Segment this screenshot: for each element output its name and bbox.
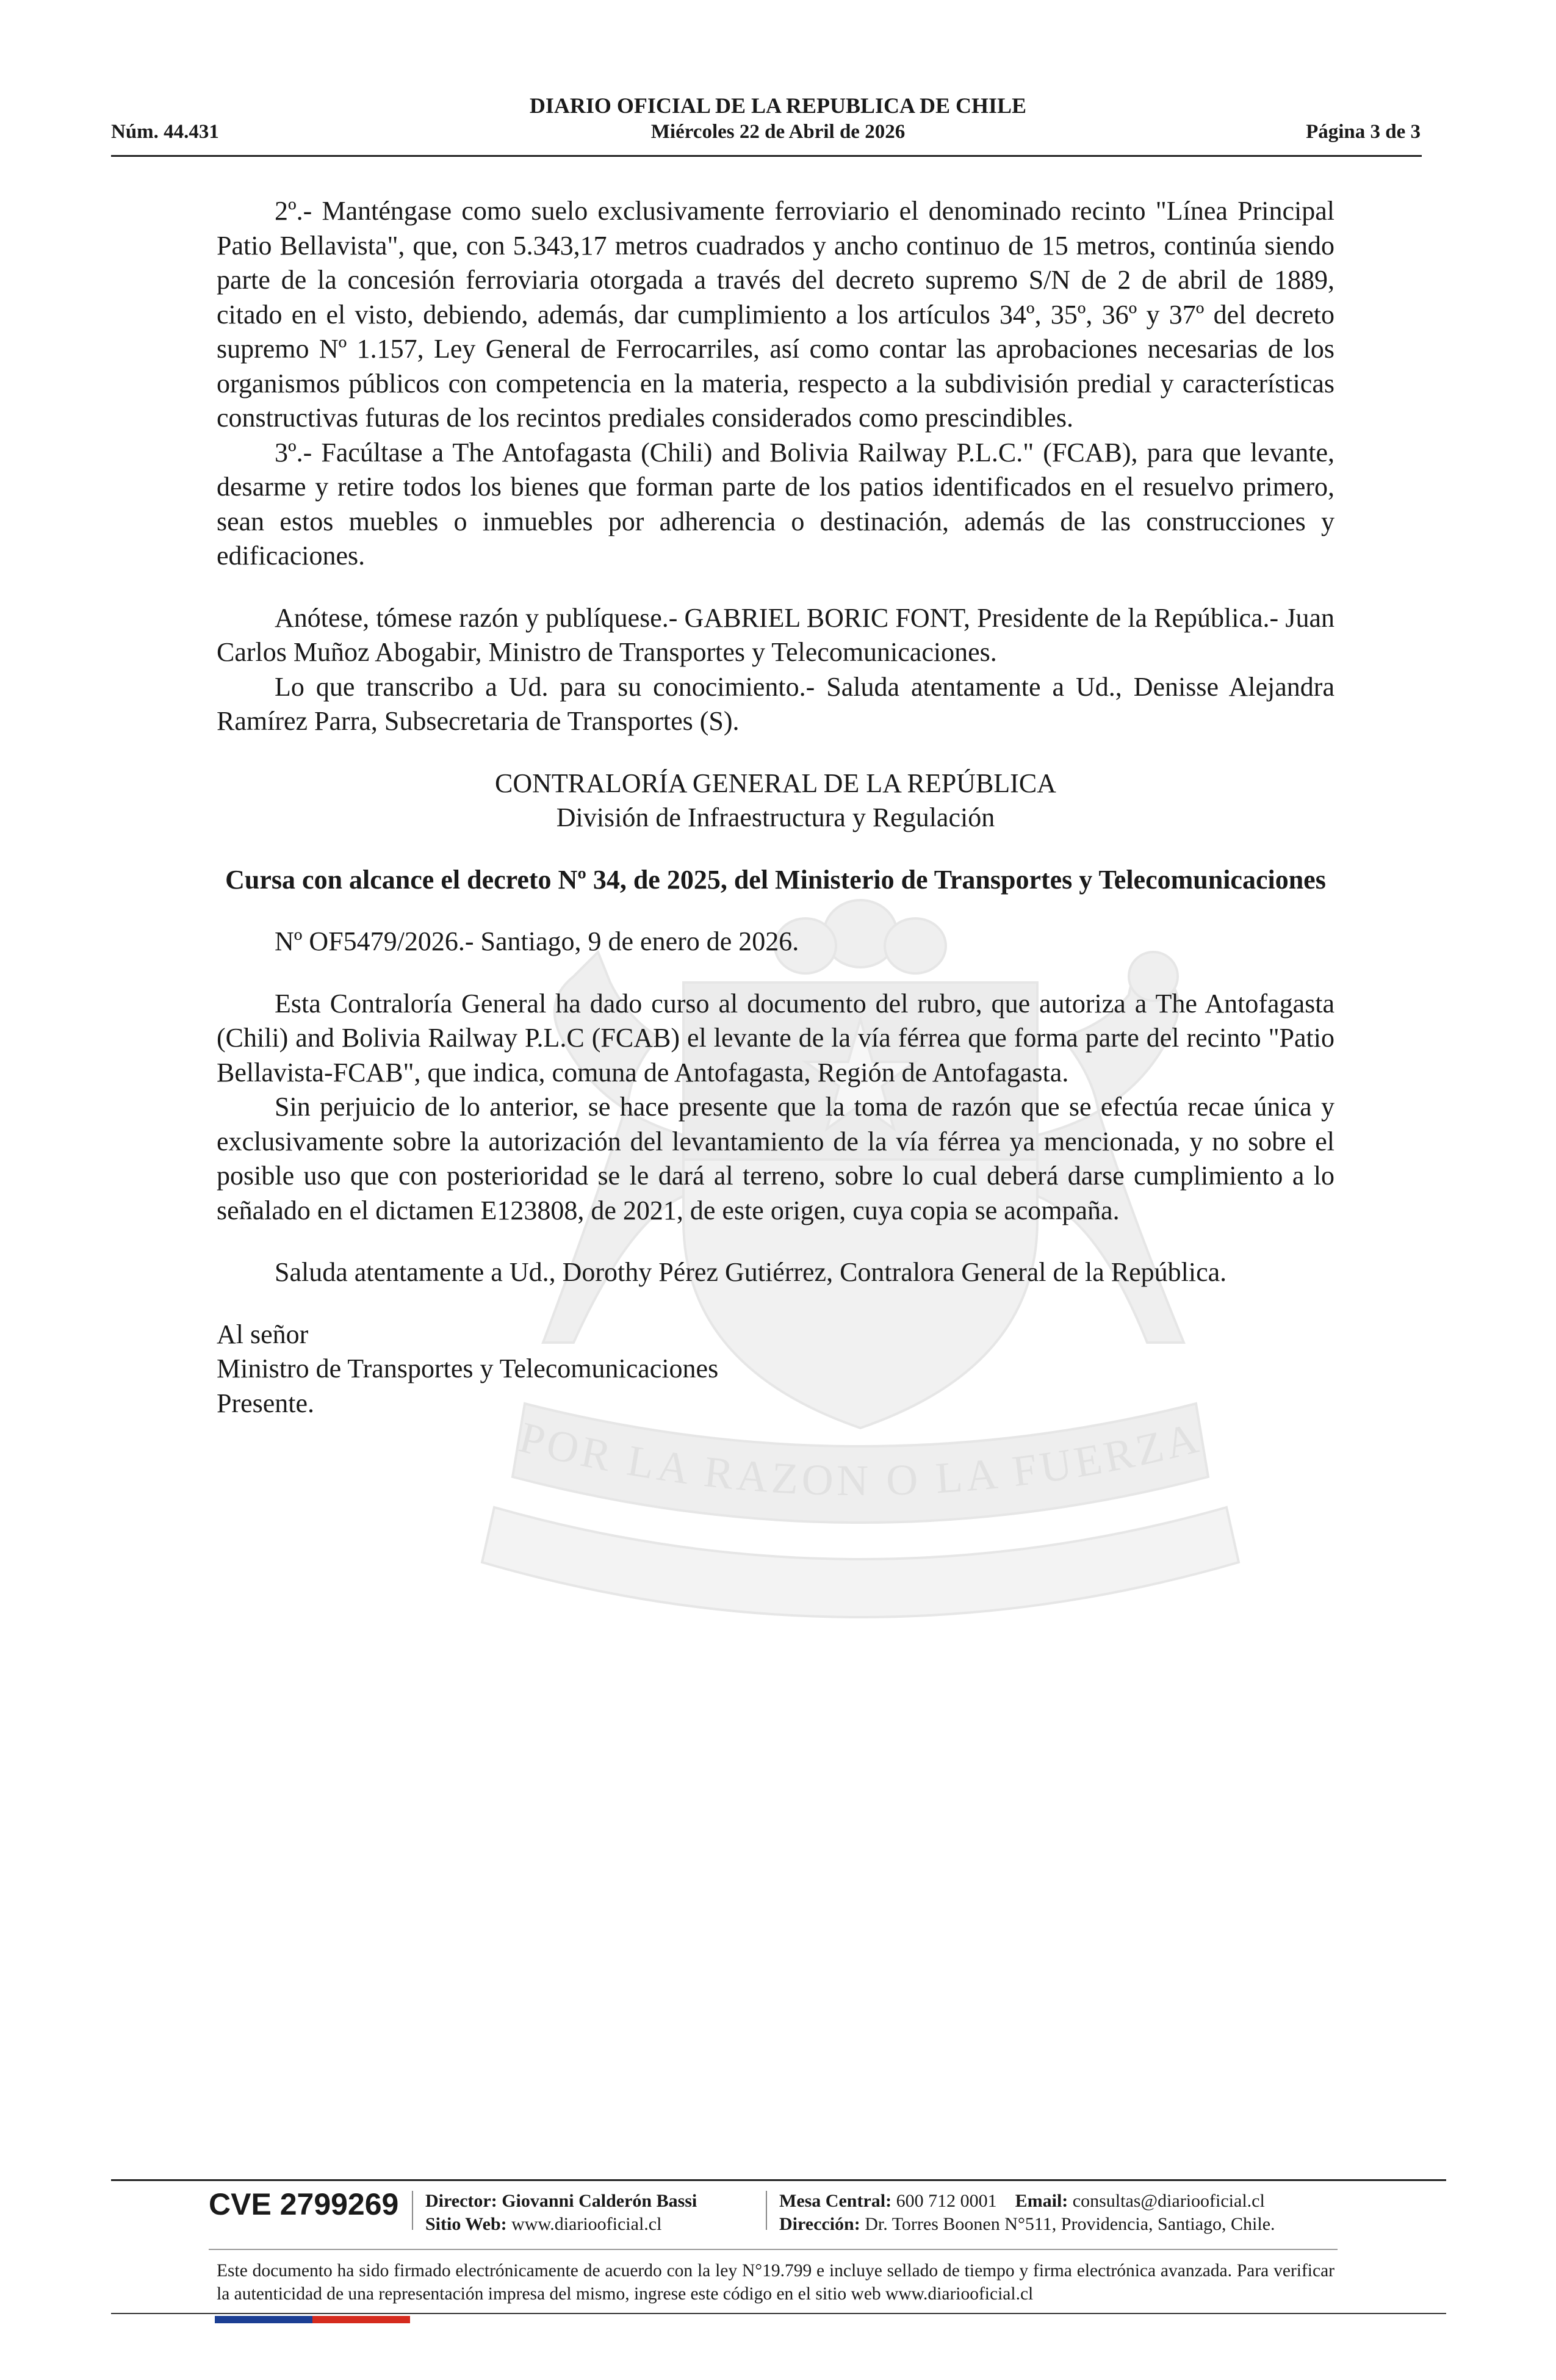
footer-separator xyxy=(766,2191,767,2230)
closing-salutation: Saluda atentamente a Ud., Dorothy Pérez Gutiérrez, Contralora General de la República. xyxy=(275,1257,1227,1287)
contraloria-paragraph-1: Esta Contraloría General ha dado curso al documento del rubro, que autoriza a The Antofagasta (Chili) and Bolivia Railway P.L.C (FCAB) el levante de la vía férrea que forma parte del recinto "Patio Bellavista-FCAB", que indica, comuna de Antofagasta, Región de Antofagasta. xyxy=(217,988,1334,1087)
footer-contact-block xyxy=(779,2190,1275,2236)
director-label: Director: xyxy=(425,2191,497,2211)
flag-stripe-red xyxy=(312,2316,410,2323)
transcription-paragraph: Lo que transcribo a Ud. para su conocimiento.- Saluda atentamente a Ud., Denisse Alejandra Ramírez Parra, Subsecretaria de Transportes (S). xyxy=(217,671,1334,736)
phone-label: Mesa Central: xyxy=(779,2191,892,2211)
watermark-motto: POR LA RAZON O LA FUERZA xyxy=(514,1412,1206,1506)
flag-stripe-blue xyxy=(215,2316,312,2323)
issue-number: Núm. 44.431 xyxy=(111,121,219,143)
addressee-line-1: Al señor xyxy=(217,1319,309,1349)
footer-divider-mid xyxy=(209,2249,1338,2250)
article-2-paragraph: 2º.- Manténgase como suelo exclusivamente ferroviario el denominado recinto "Línea Principal Patio Bellavista", que, con 5.343,17 metros cuadrados y ancho continuo de 15 metros, continúa siendo parte de la concesión ferroviaria otorgada a través del decreto supremo S/N de 2 de abril de 1889, citado en el visto, debiendo, además, dar cumplimiento a los artículos 34º, 35º, 36º y 37º del decreto supremo Nº 1.157, Ley General de Ferrocarriles, así como contar las aprobaciones necesarias de los organismos públicos con competencia en la materia, respecto a la subdivisión predial y características constructivas futuras de los recintos prediales considerados como prescindibles. xyxy=(217,196,1334,433)
page-indicator: Página 3 de 3 xyxy=(1306,121,1421,143)
reference-line: Nº OF5479/2026.- Santiago, 9 de enero de 2026. xyxy=(275,926,799,956)
organization-name: CONTRALORÍA GENERAL DE LA REPÚBLICA xyxy=(495,768,1056,798)
footer-divider-bottom xyxy=(111,2313,1446,2314)
address-text: Dr. Torres Boonen N°511, Providencia, Santiago, Chile. xyxy=(865,2214,1275,2234)
section-title: Cursa con alcance el decreto Nº 34, de 2025, del Ministerio de Transportes y Telecomunicaciones xyxy=(225,864,1326,895)
publication-title: DIARIO OFICIAL DE LA REPUBLICA DE CHILE xyxy=(529,93,1027,118)
email-address[interactable]: consultas@diariooficial.cl xyxy=(1072,2191,1265,2211)
address-label: Dirección: xyxy=(779,2214,860,2234)
website-link[interactable]: www.diariooficial.cl xyxy=(511,2214,662,2234)
issue-date: Miércoles 22 de Abril de 2026 xyxy=(650,121,906,143)
addressee-line-2: Ministro de Transportes y Telecomunicaciones xyxy=(217,1354,719,1383)
cve-code: CVE 2799269 xyxy=(209,2187,399,2221)
email-label: Email: xyxy=(1015,2191,1068,2211)
contraloria-paragraph-2: Sin perjuicio de lo anterior, se hace presente que la toma de razón que se efectúa recae única y exclusivamente sobre la autorización del levantamiento de la vía férrea ya mencionada, y no sobre el posible uso que con posterioridad se le dará al terreno, sobre lo cual deberá darse cumplimiento a lo señalado en el dictamen E123808, de 2021, de este origen, cuya copia se acompaña. xyxy=(217,1092,1334,1225)
signature-paragraph: Anótese, tómese razón y publíquese.- GABRIEL BORIC FONT, Presidente de la República.- Juan Carlos Muñoz Abogabir, Ministro de Transportes y Telecomunicaciones. xyxy=(217,602,1334,667)
footer-divider-top xyxy=(111,2179,1446,2181)
organization-division: División de Infraestructura y Regulación xyxy=(556,802,995,832)
article-3-paragraph: 3º.- Facúltase a The Antofagasta (Chili) and Bolivia Railway P.L.C." (FCAB), para que levante, desarme y retire todos los bienes que forman parte de los patios identificados en el resuelvo primero, sean estos muebles o inmuebles por adherencia o destinación, además de las construcciones y edificaciones. xyxy=(217,437,1334,571)
phone-number: 600 712 0001 xyxy=(896,2191,997,2211)
footer-director-block xyxy=(425,2190,697,2236)
director-name: Giovanni Calderón Bassi xyxy=(502,2191,697,2211)
electronic-signature-note: Este documento ha sido firmado electrónicamente de acuerdo con la ley N°19.799 e incluye sellado de tiempo y firma electrónica avanzada. Para verificar la autenticidad de una representación impresa del mismo, ingrese este código en el sitio web www.diariooficial.cl xyxy=(217,2261,1334,2304)
website-label: Sitio Web: xyxy=(425,2214,507,2234)
header-divider xyxy=(111,155,1422,157)
footer-separator xyxy=(412,2191,413,2230)
document-body xyxy=(217,194,1334,1421)
addressee-line-3: Presente. xyxy=(217,1388,315,1418)
